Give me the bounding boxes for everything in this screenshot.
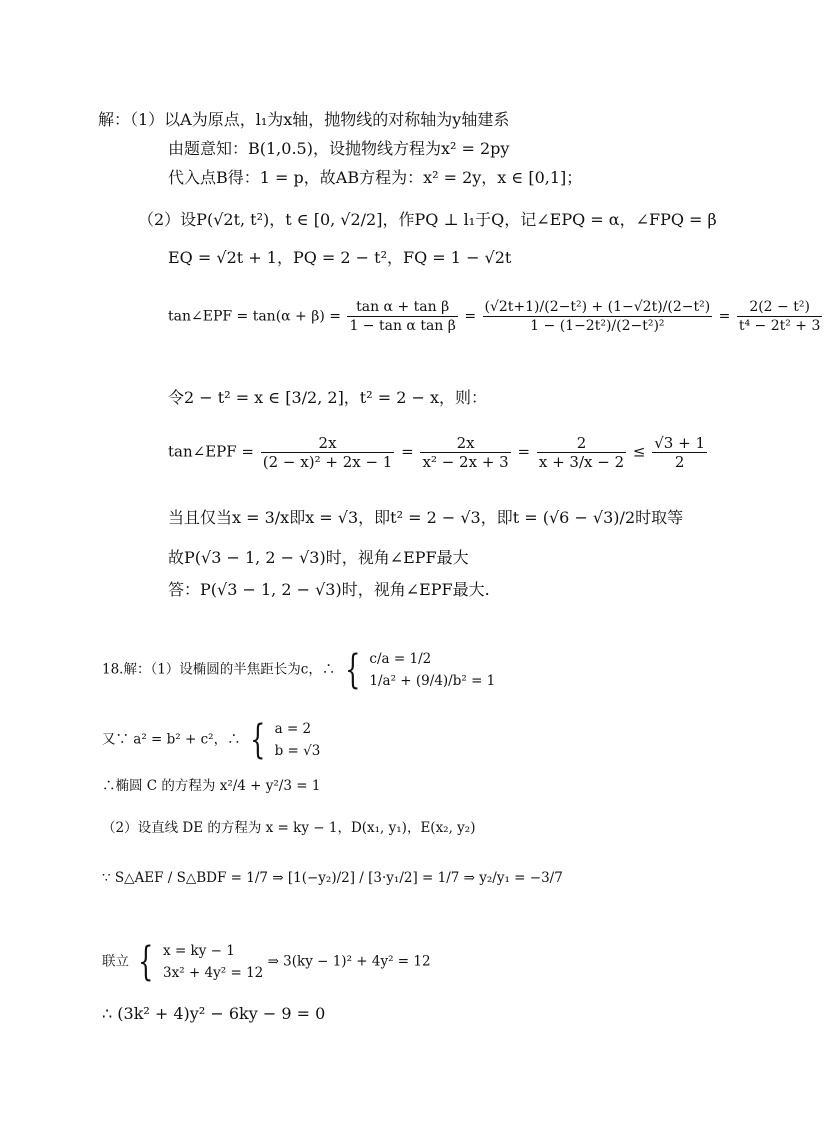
solution-line-11: 答：P(√3 − 1, 2 − √3)时，视角∠EPF最大.	[168, 580, 490, 599]
solution-line-8: tan∠EPF = $\frac{2x}{\text{(2 − x)² + 2x − 1}}$ = $\frac{2x}{\text{x² − 2x + 3}}$ = $\frac{2}{x + 3/x - 2}$ ≤ $\frac{√3 + 1}{2}$	[168, 434, 705, 471]
solution-line-7: 令2 − t² = x ∈ [3/2, 2]，t² = 2 − x，则：	[168, 388, 488, 407]
problem18-line-5: ∵ S△AEF / S△BDF = 1/7 ⇒ [1(−y₂)/2] / [3·y₁/2] = 1/7 ⇒ y₂/y₁ = −3/7	[102, 870, 563, 886]
solution-line-9: 当且仅当x = 3/x即x = √3，即t² = 2 − √3，即t = (√6 − √3)/2时取等	[168, 508, 684, 527]
solution-line-10: 故P(√3 − 1, 2 − √3)时，视角∠EPF最大	[168, 548, 469, 567]
solution-line-6: tan∠EPF = tan(α + β) = $\frac{\text{tan α + tan β}}{\text{1 − tan α tan β}}$ = $\frac{\text{(√2t+1)/(2−t²) + (1−√2t)/(2−t²)}}{\text{1 − (1−2t²)/(2−t²)²}}$ = $\frac{\text{2(2 − t²)}}{\text{t⁴ − 2t² + 3}}$	[168, 299, 821, 334]
solution-line-4: （2）设P(√2t, t²)，t ∈ [0, √2/2]，作PQ ⊥ l₁于Q，记∠EPQ = α，∠FPQ = β	[138, 210, 717, 229]
problem18-line-7: ∴ (3k² + 4)y² − 6ky − 9 = 0	[102, 1004, 326, 1023]
solution-line-5: EQ = √2t + 1，PQ = 2 − t²，FQ = 1 − √2t	[168, 248, 512, 267]
problem18-line-4: （2）设直线 DE 的方程为 x = ky − 1，D(x₁, y₁)，E(x₂, y₂)	[102, 820, 476, 836]
problem18-line-1: 18.解：（1）设椭圆的半焦距长为c，∴ { c/a = 1/2 1/a² + (9/4)/b² = 1	[102, 647, 496, 693]
solution-line-2: 由题意知：B(1,0.5)，设抛物线方程为x² = 2py	[168, 139, 510, 158]
problem18-line-2: 又∵ a² = b² + c²，∴ { a = 2 b = √3	[102, 717, 321, 763]
problem18-line-6: 联立 { x = ky − 1 3x² + 4y² = 12 ⇒ 3(ky − 1)² + 4y² = 12	[102, 939, 431, 985]
problem18-line-3: ∴椭圆 C 的方程为 x²/4 + y²/3 = 1	[102, 778, 321, 794]
solution-line-3: 代入点B得：1 = p，故AB方程为：x² = 2y，x ∈ [0,1]；	[168, 168, 583, 187]
solution-line-1: 解：（1）以A为原点，l₁为x轴，抛物线的对称轴为y轴建系	[98, 110, 510, 129]
